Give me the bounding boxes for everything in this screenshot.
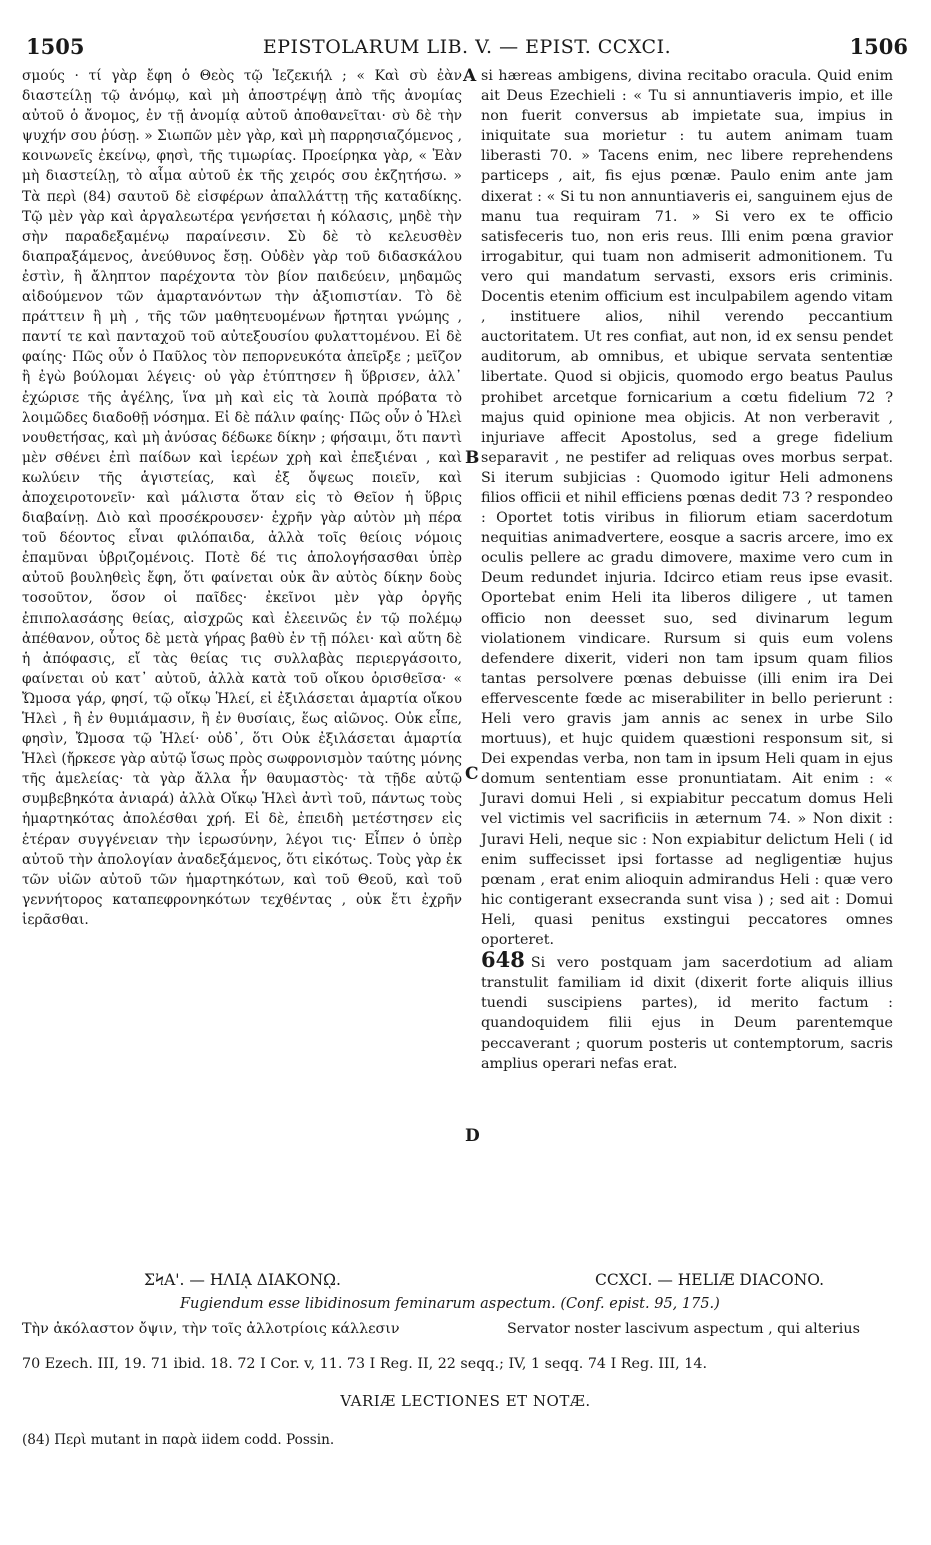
section-marker-c: C bbox=[465, 764, 479, 784]
latin-text-continued bbox=[481, 947, 893, 1074]
section-marker-d: D bbox=[465, 1126, 480, 1146]
scripture-footnotes: 70 Ezech. III, 19. 71 ibid. 18. 72 I Cor. v, 11. 73 I Reg. II, 22 seqq.; IV, 1 seqq. 74 I Reg. III, 14. bbox=[22, 1356, 707, 1372]
latin-text-tail: Si vero postquam jam sacerdotium ad aliam transtulit familiam id dixit (dixerit forte aliquis illius tuendi suscipiens partes), id merito factum : quandoquidem filii ejus in Deum parentemque peccaverant ; quorum posteris ut contemptorum, sacris amplius operari nefas erat. bbox=[481, 955, 893, 1072]
latin-text: si hæreas ambigens, divina recitabo oracula. Quid enim ait Deus Ezechieli : « Tu si annuntiaveris impio, et ille non fuerit conversus ab impietate sua, impius in iniquitate sua morietur : tu autem animam tuam liberasti 70. » Tacens enim, nec libere reprehendens particeps , ait, fis ejus pœnæ. Paulo enim ante jam dixerat : « Si tu non annuntiaveris ei, sanguinem ejus de manu tua requiram 71. » Si vero ex te officio satisfeceris tuo, non eris reus. Illi enim pœna gravior irrogabitur, qui tuam non admiserit admonitionem. Tu vero qui mandatum servasti, exsors eris criminis. Docentis etenim officium est inculpabilem agendo vitam , instituere alios, nihil verendo peccantium auctoritatem. Ut res confiat, aut non, id ex sensu pendet auditorum, ab omnibus, et ubique servata sententiæ libertate. Quod si objicis, quomodo ergo beatus Paulus prohibet arcetque fornicarium a cœtu fidelium 72 ? majus quid opinione mea objicis. At non verberavit , injuriave affecit Apostolus, sed a grege fidelium separavit , ne pestifer ad reliquas oves morbus serpat. Si iterum subjicias : Quomodo igitur Heli admonens filios officii et nihil efficiens pœnas dedit 73 ? respondeo : Oportet totis viribus in filiorum etiam sacerdotum nequitias animadvertere, eosque a sacris arcere, imo ex oculis pellere ac gradu dimovere, maxime vero cum in Deum redundet injuria. Idcirco etiam reus ipse evasit. Oportebat enim Heli ita liberos diligere , ut tamen officio non deesset suo, sed divinarum legum violationem vindicare. Rursum si quis eum volens defendere dixerit, videri non tam ipsum quam filios tantas persolvere pœnas debuisse (illi enim ira Dei effervescente fœde ac miserabiliter in bello perierunt : Heli vero gravis jam annis ac senex in urbe Silo mortuus), et hujc quidem quæstioni responsum sit, si Dei expendas verba, non tam in ipsum Heli quam in ejus domum sententiam esse pronuntiatam. Ait enim : « Juravi domui Heli , si expiabitur peccatum domus Heli vel victimis vel sacrificiis in æternum 74. » Non dixit : Juravi Heli, neque sic : Non expiabitur delictum Heli ( id enim suffecisset ipsi fortasse ad negligentiæ hujus pœnam , erat enim alioquin admirandus Heli : quæ vero hic contigerant exsecranda sunt visa ) ; sed ait : Domui Heli, quasi penitus exstingui peccatores omnes oporteret. bbox=[481, 68, 893, 949]
variant-note: (84) Περὶ mutant in παρὰ iidem codd. Possin. bbox=[22, 1432, 335, 1448]
epistle-heading bbox=[22, 1271, 912, 1295]
running-title: EPISTOLARUM LIB. V. — EPIST. CCXCI. bbox=[262, 36, 672, 58]
epistle-opening-greek: Τὴν ἀκόλαστον ὄψιν, τὴν τοῖς ἀλλοτρίοις κάλλεσιν bbox=[22, 1321, 400, 1337]
page-header bbox=[26, 34, 908, 64]
greek-column bbox=[22, 66, 462, 930]
page-number-right: 1506 bbox=[849, 34, 908, 59]
epistle-opening-latin: Servator noster lascivum aspectum , qui alterius bbox=[507, 1321, 860, 1337]
epistle-heading-greek: ΣϞΑ'. — ΗΛΙᾼ ΔΙΑΚΟΝῼ. bbox=[144, 1271, 341, 1289]
column-number: 648 bbox=[481, 947, 525, 973]
section-marker-b: B bbox=[465, 448, 480, 468]
epistle-summary: Fugiendum esse libidinosum feminarum aspectum. (Conf. epist. 95, 175.) bbox=[180, 1296, 720, 1312]
page-number-left: 1505 bbox=[26, 34, 85, 59]
greek-text: σμούς · τί γὰρ ἔφη ὁ Θεὸς τῷ Ἰεζεκιήλ ; « Καὶ σὺ ἐὰν διαστείλῃ τῷ ἀνόμῳ, καὶ μὴ ἀποστρέψῃ ἀπὸ τῆς ἀνομίας αὐτοῦ ὁ ἄνομος, ἐν τῇ ἀνομίᾳ αὐτοῦ ἀποθανεῖται· σὺ δὲ τὴν ψυχήν σου ῥύσῃ. » Σιωπῶν μὲν γὰρ, καὶ μὴ παρρησιαζόμενος , κοινωνεῖς ἐκείνῳ, φησὶ, τῆς τιμωρίας. Προείρηκα γὰρ, « Ἐὰν μὴ διαστείλῃ, τὸ αἷμα αὐτοῦ ἐκ τῆς χειρός σου ἐκζητήσω. » Τὰ περὶ (84) σαυτοῦ δὲ εἰσφέρων ἀπαλλάττῃ τῆς καταδίκης. Τῷ μὲν γὰρ καὶ ἀργαλεωτέρα γενήσεται ἡ κόλασις, μηδὲ τὴν σὴν παραδεξαμένῳ παραίνεσιν. Σὺ δὲ τὸ κελευσθὲν διαπραξάμενος, ἀνεύθυνος ἔσῃ. Οὐδὲν γὰρ τοῦ διδασκάλου ἐστὶν, ἢ ἄληπτον παρέχοντα τὸν βίον παιδεύειν, μηδαμῶς αἰδούμενον τῶν ἁμαρτανόντων τὴν ἀξιοπιστίαν. Τὸ δὲ πράττειν ἢ μὴ , τῆς τῶν μαθητευομένων ἤρτηται γνώμης , παντί τε καὶ πανταχοῦ τοῦ αὐτεξουσίου φυλαττομένου. Εἰ δὲ φαίης· Πῶς οὖν ὁ Παῦλος τὸν πεπορνευκότα ἀπεῖρξε ; μεῖζον ἢ ἐγὼ βούλομαι λέγεις· οὐ γὰρ ἐτύπτησεν ἢ ὕβρισεν, ἀλλ᾽ ἐχώρισε τῆς ἀγέλης, ἵνα μὴ καὶ εἰς τὰ λοιπὰ πρόβατα τὸ λοιμῶδες διαδοθῇ νόσημα. Εἰ δὲ πάλιν φαίης· Πῶς οὖν ὁ Ἡλεὶ νουθετήσας, καὶ μὴ ἀνύσας δέδωκε δίκην ; φήσαιμι, ὅτι παντὶ μὲν σθένει ἐπὶ παίδων καὶ ἱερέων χρὴ καὶ ἐπεξιέναι , καὶ κωλύειν τῆς ἁγιστείας, καὶ ἐξ ὄψεως ποιεῖν, καὶ ἀποχειροτονεῖν· καὶ μάλιστα ὅταν εἰς τὸ Θεῖον ἡ ὕβρις διαβαίνῃ. Διὸ καὶ προσέκρουσεν· ἐχρῆν γὰρ αὐτὸν μὴ πέρα τοῦ δέοντος εἶναι φιλόπαιδα, ἀλλὰ τοῖς θείοις νόμοις ἐπαμῦναι ὑβριζομένοις. Ποτὲ δέ τις ἀπολογήσασθαι ὑπὲρ αὐτοῦ βουληθεὶς ἔφη, ὅτι φαίνεται οὐκ ἂν αὐτὸς δίκην δοὺς τοσοῦτον, ὅσον οἱ παῖδες· ἐκεῖνοι μὲν γὰρ ὀργῆς ἐπιπολασάσης θείας, αἰσχρῶς καὶ ἐλεεινῶς ἐν τῷ πολέμῳ ἀπέθανον, οὗτος δὲ μετὰ γήρας βαθὺ ἐν τῇ πόλει· καὶ αὕτη δὲ ἡ ἀπόφασις, εἴ τὰς θείας τις συλλαβὰς περιεργάσοιτο, φαίνεται οὐ κατ᾽ αὐτοῦ, ἀλλὰ κατὰ τοῦ οἴκου ὁρισθεῖσα· « Ὤμοσα γάρ, φησί, τῷ οἴκῳ Ἡλεί, εἰ ἐξιλάσεται ἁμαρτία οἴκου Ἡλεὶ , ἢ ἐν θυμιάμασιν, ἢ ἐν θυσίαις, ἕως αἰῶνος. Οὐκ εἶπε, φησὶν, Ὤμοσα τῷ Ἡλεί· οὐδ᾽, ὅτι Οὐκ ἐξιλάσεται ἁμαρτία Ἡλεὶ (ἤρκεσε γὰρ αὐτῷ ἴσως πρὸς σωφρονισμὸν ταύτης μόνης τῆς ἀμελείας· τὰ γὰρ ἄλλα ἦν θαυμαστὸς· τὰ τῇδε αὐτῷ συμβεβηκότα ἀνιαρά) ἀλλὰ Οἴκῳ Ἡλεὶ ἀντὶ τοῦ, πάντως τοὺς ἡμαρτηκότας ἀπολέσθαι χρή. Εἰ δὲ, ἐπειδὴ μετέστησεν εἰς ἑτέραν συγγένειαν τὴν ἱερωσύνην, λέγοι τις· Εἶπεν ὁ ὑπὲρ αὐτοῦ τὴν ἀπολογίαν ἀναδεξάμενος, ὅτι εἰκότως. Τοὺς γὰρ ἐκ τῶν υἱῶν αὐτοῦ τῶν ἡμαρτηκότων, καὶ τοῦ Θεοῦ, καὶ τοῦ γεννήτορος καταπεφρονηκότων τεχθέντας , οὐκ ἔτι ἐχρῆν ἱερᾶσθαι. bbox=[22, 68, 462, 928]
epistle-opening-lines bbox=[22, 1321, 912, 1343]
epistle-heading-latin: CCXCI. — HELIÆ DIACONO. bbox=[595, 1271, 825, 1289]
variae-lectiones-title: VARIÆ LECTIONES ET NOTÆ. bbox=[340, 1392, 591, 1410]
section-marker-a: A bbox=[463, 66, 477, 86]
latin-column bbox=[481, 66, 893, 1074]
